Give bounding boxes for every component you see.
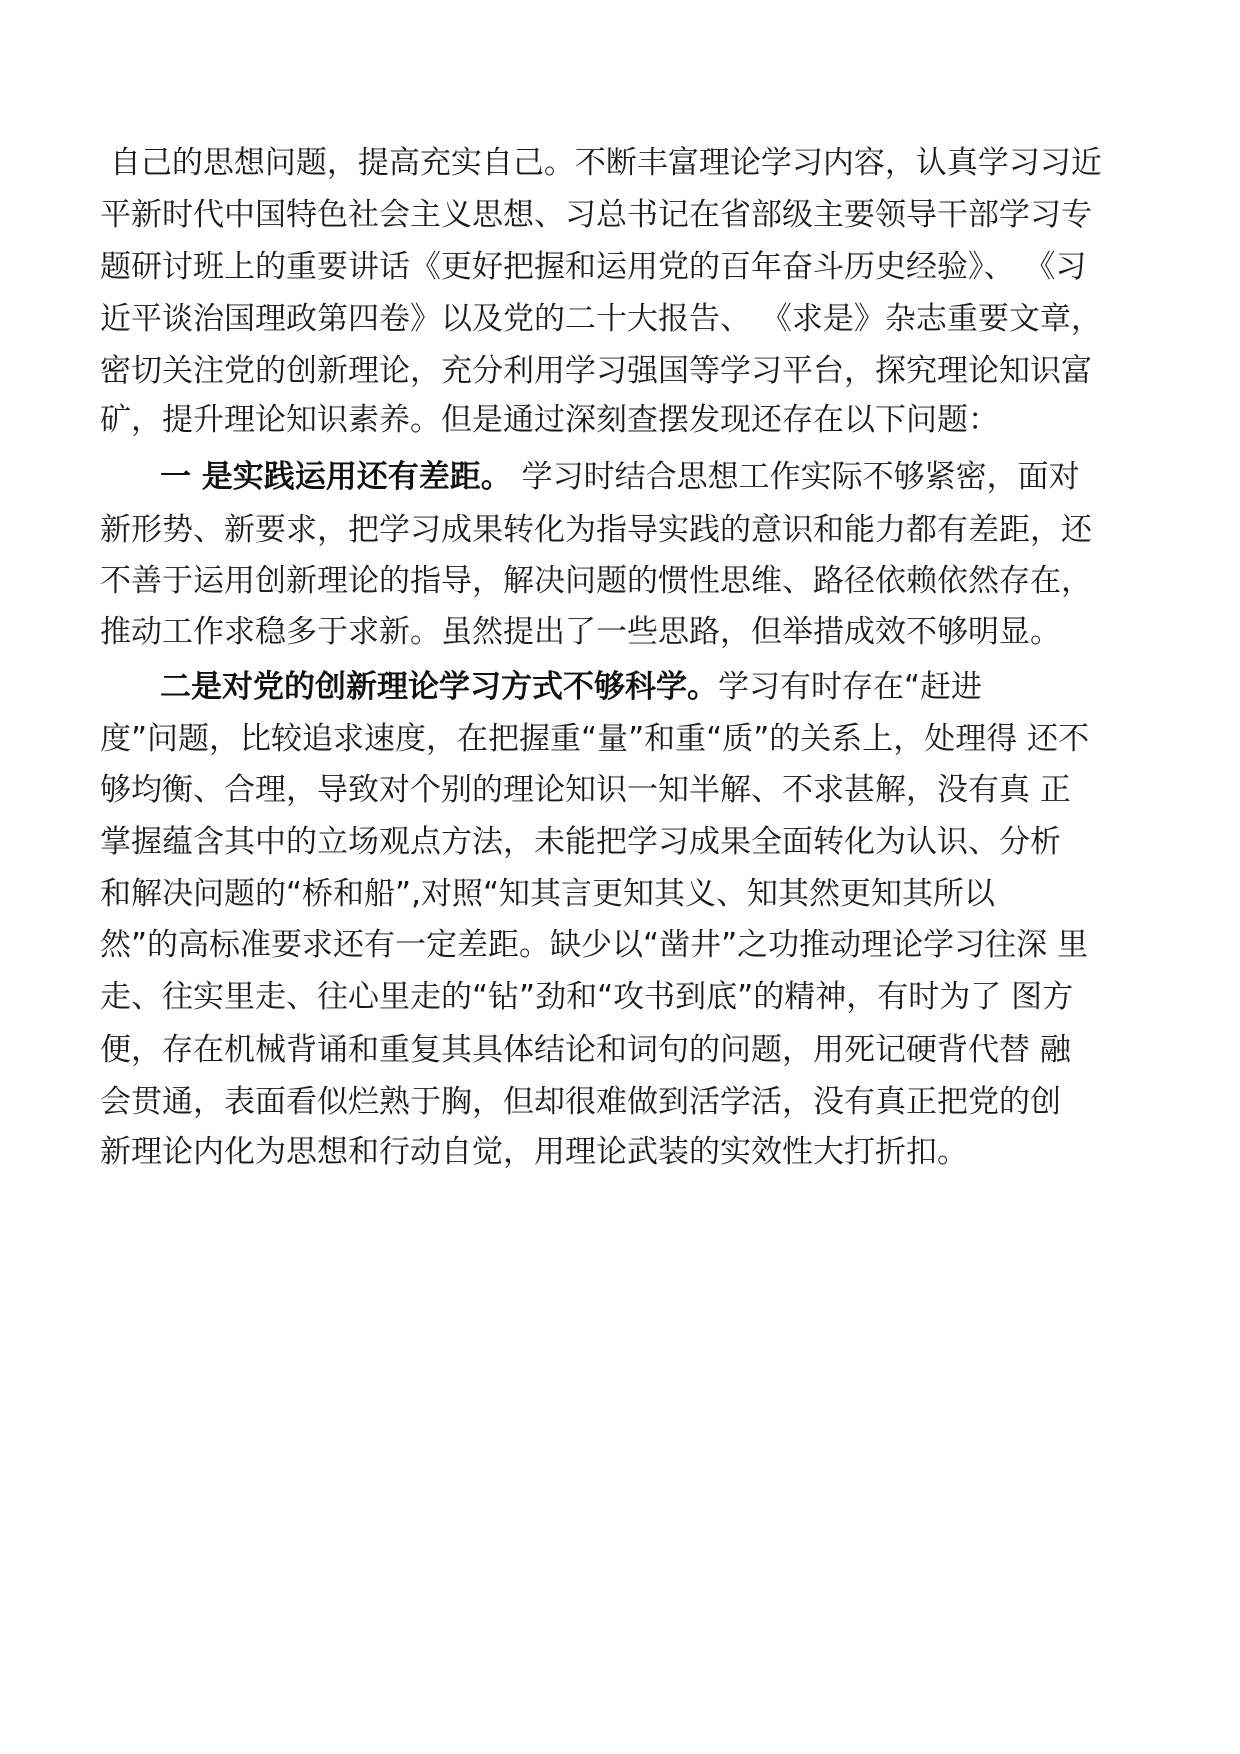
paragraph-3-line-9: 会贯通，表面看似烂熟于胸，但却很难做到活学活，没有真正把党的创 bbox=[100, 1084, 1061, 1120]
paragraph-3-line-1 bbox=[160, 667, 982, 707]
paragraph-3-line-6: 然”的高标准要求还有一定差距。缺少以“凿井”之功推动理论学习往深 里 bbox=[100, 927, 1089, 963]
paragraph-1-line-1: 自己的思想问题，提高充实自己。不断丰富理论学习内容，认真学习习近 bbox=[100, 145, 1102, 181]
paragraph-1-line-2: 平新时代中国特色社会主义思想、习总书记在省部级主要领导干部学习专 bbox=[100, 197, 1092, 233]
paragraph-2-heading: 一 是实践运用还有差距。 bbox=[160, 459, 512, 495]
paragraph-3-line-8: 便，存在机械背诵和重复其具体结论和词句的问题，用死记硬背代替 融 bbox=[100, 1032, 1071, 1068]
paragraph-3-heading: 二是对党的创新理论学习方式不够科学。 bbox=[160, 669, 718, 705]
paragraph-2-line-4: 推动工作求稳多于求新。虽然提出了一些思路，但举措成效不够明显。 bbox=[100, 614, 1061, 650]
paragraph-2-line-2: 新形势、新要求，把学习成果转化为指导实践的意识和能力都有差距，还 bbox=[100, 512, 1092, 548]
paragraph-1-line-3: 题研讨班上的重要讲话《更好把握和运用党的百年奋斗历史经验》、 《习 bbox=[100, 249, 1087, 285]
paragraph-2-line-1 bbox=[160, 457, 1080, 497]
paragraph-1-line-6: 矿，提升理论知识素养。但是通过深刻查摆发现还存在以下问题： bbox=[100, 402, 999, 438]
paragraph-1-line-4: 近平谈治国理政第四卷》以及党的二十大报告、 《求是》杂志重要文章， bbox=[100, 301, 1102, 337]
paragraph-3-line-3: 够均衡、合理，导致对个别的理论知识一知半解、不求甚解，没有真 正 bbox=[100, 772, 1071, 808]
paragraph-3-line-10: 新理论内化为思想和行动自觉，用理论武装的实效性大打折扣。 bbox=[100, 1134, 968, 1170]
paragraph-2-first-line-text: 学习时结合思想工作实际不够紧密，面对 bbox=[511, 459, 1080, 495]
paragraph-3-line-7: 走、往实里走、往心里走的“钻”劲和“攻书到底”的精神，有时为了 图方 bbox=[100, 979, 1074, 1015]
paragraph-3-first-line-text: 学习有时存在“赶进 bbox=[718, 669, 983, 705]
paragraph-3-line-4: 掌握蕴含其中的立场观点方法，未能把学习成果全面转化为认识、分析 bbox=[100, 824, 1061, 860]
paragraph-2-line-3: 不善于运用创新理论的指导，解决问题的惯性思维、路径依赖依然存在， bbox=[100, 563, 1092, 599]
paragraph-1-line-5: 密切关注党的创新理论，充分利用学习强国等学习平台，探究理论知识富 bbox=[100, 353, 1092, 389]
paragraph-3-line-5: 和解决问题的“桥和船”,对照“知其言更知其义、知其然更知其所以 bbox=[100, 876, 996, 912]
paragraph-3-line-2: 度”问题，比较追求速度，在把握重“量”和重“质”的关系上，处理得 还不 bbox=[100, 721, 1090, 757]
